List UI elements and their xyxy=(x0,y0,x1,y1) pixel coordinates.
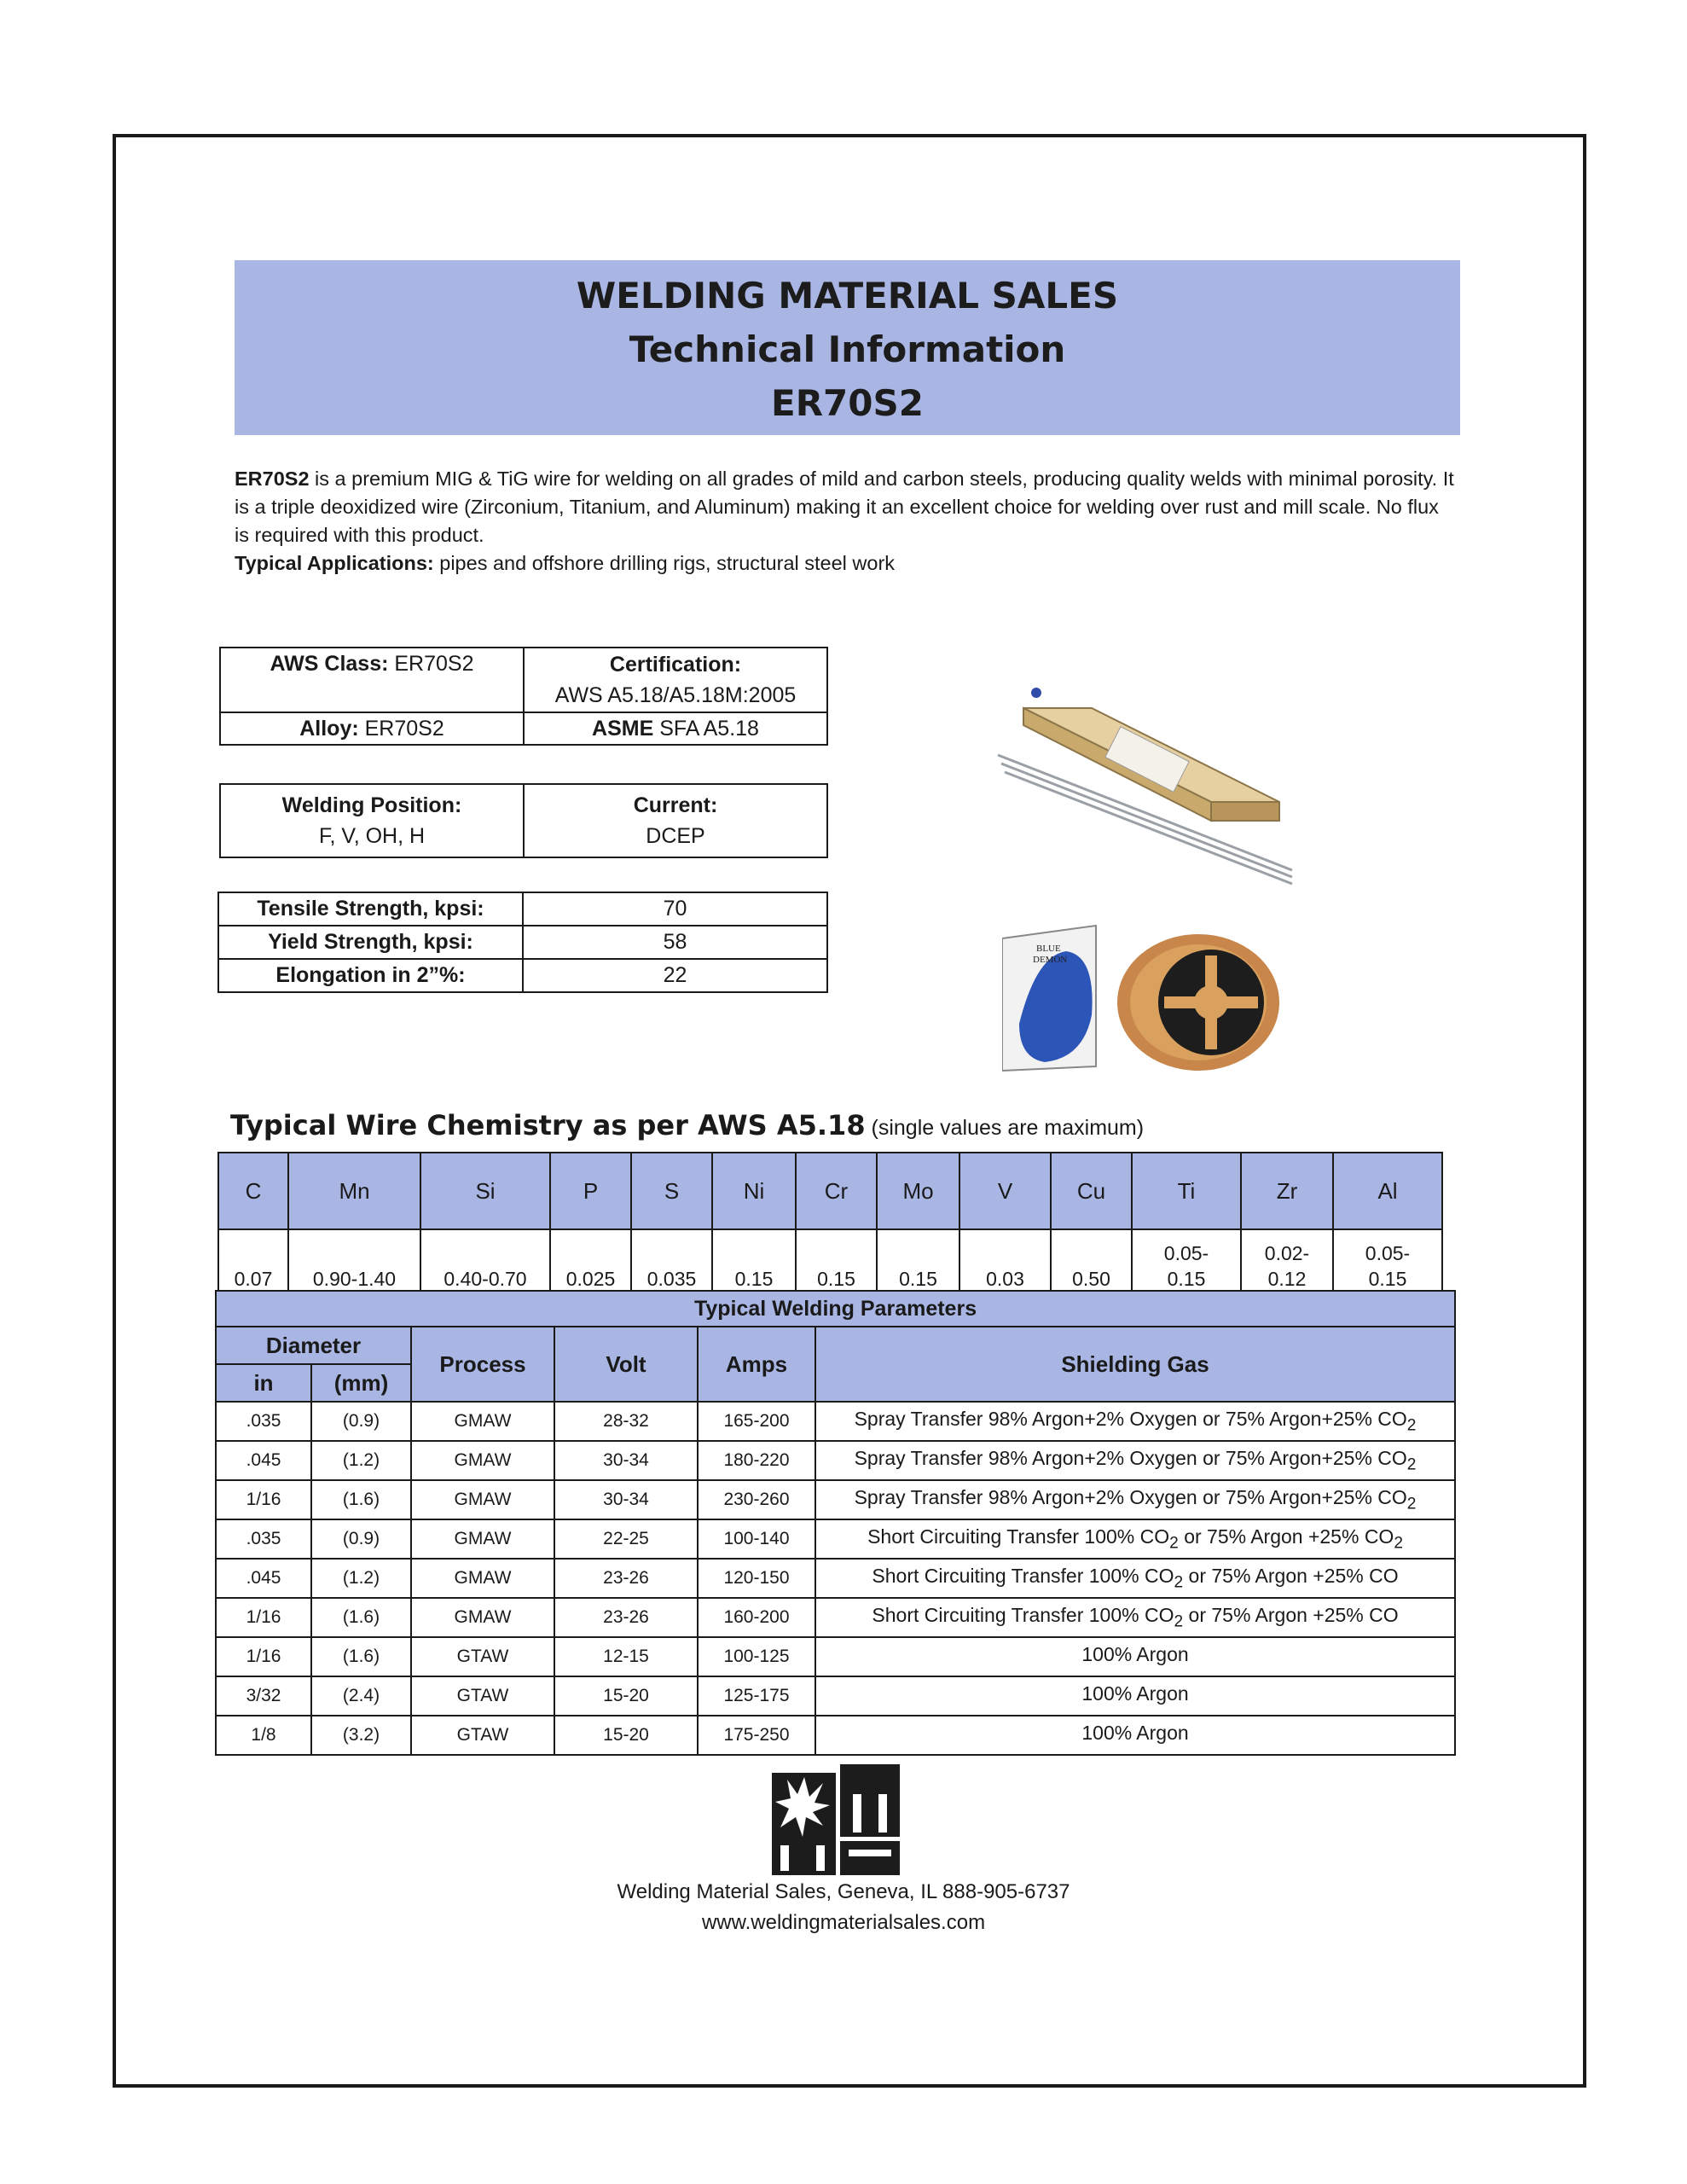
chemistry-note: (single values are maximum) xyxy=(865,1116,1145,1140)
volt: 22-25 xyxy=(554,1519,698,1559)
amps: 160-200 xyxy=(698,1598,815,1637)
diameter-mm: (1.6) xyxy=(311,1598,411,1637)
element-header: Si xyxy=(420,1153,550,1229)
document-title: Technical Information xyxy=(629,328,1066,370)
parameters-title: Typical Welding Parameters xyxy=(216,1291,1455,1327)
shielding-gas: 100% Argon xyxy=(815,1637,1455,1676)
process: GMAW xyxy=(411,1559,554,1598)
welding-parameters-table xyxy=(215,1290,1456,1756)
process: GTAW xyxy=(411,1676,554,1716)
chemistry-header-row xyxy=(218,1153,1442,1229)
diameter-mm: (1.6) xyxy=(311,1480,411,1519)
certification-value: AWS A5.18/A5.18M:2005 xyxy=(554,683,797,707)
element-value: 0.025 xyxy=(550,1229,631,1294)
spool-box-label-2: DEMON xyxy=(1033,955,1068,965)
process: GMAW xyxy=(411,1441,554,1480)
chemistry-table xyxy=(217,1152,1443,1295)
process: GMAW xyxy=(411,1480,554,1519)
table-row xyxy=(216,1559,1455,1598)
certification-label: Certification: xyxy=(609,653,742,677)
product-title: ER70S2 xyxy=(771,382,924,424)
diameter-in: .045 xyxy=(216,1441,311,1480)
element-value: 0.40-0.70 xyxy=(420,1229,550,1294)
volt-header: Volt xyxy=(554,1327,698,1402)
element-value: 0.50 xyxy=(1051,1229,1132,1294)
process-header: Process xyxy=(411,1327,554,1402)
table-row xyxy=(216,1480,1455,1519)
element-header: S xyxy=(631,1153,712,1229)
element-value: 0.05- 0.15 xyxy=(1132,1229,1241,1294)
mechanical-row xyxy=(218,959,827,992)
amps: 100-125 xyxy=(698,1637,815,1676)
position-current-table xyxy=(219,783,828,858)
spool-box-label-1: BLUE xyxy=(1036,944,1061,954)
chemistry-title xyxy=(230,1109,1144,1141)
process: GMAW xyxy=(411,1402,554,1441)
description-paragraph xyxy=(235,465,1454,549)
amps: 175-250 xyxy=(698,1716,815,1755)
table-row xyxy=(216,1441,1455,1480)
table-row xyxy=(216,1716,1455,1755)
diameter-mm: (2.4) xyxy=(311,1676,411,1716)
description-text: is a premium MIG & TiG wire for welding on all grades of mild and carbon steels, producing quality welds with minimal porosity. It is a triple deoxidized wire (Zirconium, Titanium, and Aluminum) making it an excellent choice for welding over rust and mill scale. No flux is required with this product. xyxy=(235,468,1454,546)
amps: 125-175 xyxy=(698,1676,815,1716)
element-value: 0.07 xyxy=(218,1229,288,1294)
amps: 180-220 xyxy=(698,1441,815,1480)
parameters-title-row xyxy=(216,1291,1455,1327)
volt: 28-32 xyxy=(554,1402,698,1441)
volt: 12-15 xyxy=(554,1637,698,1676)
current-label: Current: xyxy=(633,793,718,817)
alloy-cell xyxy=(220,712,524,745)
element-value: 0.03 xyxy=(959,1229,1051,1294)
volt: 15-20 xyxy=(554,1676,698,1716)
volt: 15-20 xyxy=(554,1716,698,1755)
footer xyxy=(0,1877,1687,1938)
mm-header: (mm) xyxy=(311,1364,411,1402)
element-header: Mo xyxy=(877,1153,959,1229)
wms-logo xyxy=(772,1764,917,1875)
element-value: 0.05- 0.15 xyxy=(1333,1229,1442,1294)
diameter-mm: (1.2) xyxy=(311,1441,411,1480)
applications-line xyxy=(235,549,1454,578)
alloy-label: Alloy: xyxy=(299,717,359,741)
amps: 230-260 xyxy=(698,1480,815,1519)
element-header: C xyxy=(218,1153,288,1229)
tensile-value: 70 xyxy=(523,892,827,926)
diameter-in: 1/16 xyxy=(216,1598,311,1637)
diameter-in: 3/32 xyxy=(216,1676,311,1716)
elongation-label: Elongation in 2”%: xyxy=(218,959,523,992)
chemistry-values-row xyxy=(218,1229,1442,1294)
shielding-gas: Spray Transfer 98% Argon+2% Oxygen or 75% Argon+25% $CO_2$ xyxy=(815,1402,1455,1441)
company-title: WELDING MATERIAL SALES xyxy=(576,275,1119,317)
current-value: DCEP xyxy=(646,824,705,848)
in-header: in xyxy=(216,1364,311,1402)
process: GMAW xyxy=(411,1598,554,1637)
footer-address: Welding Material Sales, Geneva, IL 888-905-6737 xyxy=(617,1880,1070,1903)
asme-cell xyxy=(524,712,827,745)
wire-spool-image xyxy=(1002,921,1292,1075)
volt: 30-34 xyxy=(554,1480,698,1519)
element-header: Cu xyxy=(1051,1153,1132,1229)
shielding-gas: Short Circuiting Transfer 100% $CO_2$ or 75% Argon +25% CO xyxy=(815,1598,1455,1637)
yield-label: Yield Strength, kpsi: xyxy=(218,926,523,959)
asme-label: ASME xyxy=(592,717,654,741)
element-header: Mn xyxy=(288,1153,420,1229)
table-row xyxy=(216,1637,1455,1676)
diameter-in: 1/8 xyxy=(216,1716,311,1755)
mechanical-properties-table xyxy=(217,892,828,993)
shielding-gas: 100% Argon xyxy=(815,1716,1455,1755)
volt: 23-26 xyxy=(554,1559,698,1598)
shielding-gas: Short Circuiting Transfer 100% $CO_2$ or 75% Argon +25% $CO_2$ xyxy=(815,1519,1455,1559)
alloy-value: ER70S2 xyxy=(358,717,444,741)
diameter-in: 1/16 xyxy=(216,1637,311,1676)
certification-cell xyxy=(524,648,827,712)
volt: 30-34 xyxy=(554,1441,698,1480)
shielding-gas: Spray Transfer 98% Argon+2% Oxygen or 75% Argon+25% $CO_2$ xyxy=(815,1441,1455,1480)
process: GMAW xyxy=(411,1519,554,1559)
aws-class-value: ER70S2 xyxy=(388,652,474,676)
welding-position-label: Welding Position: xyxy=(281,793,462,817)
shielding-gas: Short Circuiting Transfer 100% $CO_2$ or 75% Argon +25% CO xyxy=(815,1559,1455,1598)
diameter-mm: (3.2) xyxy=(311,1716,411,1755)
shielding-gas-header: Shielding Gas xyxy=(815,1327,1455,1402)
header-banner xyxy=(235,260,1460,435)
element-header: Cr xyxy=(796,1153,877,1229)
amps-header: Amps xyxy=(698,1327,815,1402)
elongation-value: 22 xyxy=(523,959,827,992)
diameter-mm: (1.6) xyxy=(311,1637,411,1676)
element-value: 0.035 xyxy=(631,1229,712,1294)
element-header: P xyxy=(550,1153,631,1229)
shielding-gas: Spray Transfer 98% Argon+2% Oxygen or 75% Argon+25% $CO_2$ xyxy=(815,1480,1455,1519)
spec-row xyxy=(220,712,827,745)
applications-label: Typical Applications: xyxy=(235,552,434,574)
process: GTAW xyxy=(411,1637,554,1676)
diameter-in: .045 xyxy=(216,1559,311,1598)
aws-class-label: AWS Class: xyxy=(270,652,389,676)
mechanical-row xyxy=(218,892,827,926)
amps: 120-150 xyxy=(698,1559,815,1598)
element-header: Ti xyxy=(1132,1153,1241,1229)
element-header: V xyxy=(959,1153,1051,1229)
description-product-name: ER70S2 xyxy=(235,468,310,490)
mechanical-row xyxy=(218,926,827,959)
diameter-in: 1/16 xyxy=(216,1480,311,1519)
process: GTAW xyxy=(411,1716,554,1755)
diameter-header: Diameter xyxy=(216,1327,411,1364)
table-row xyxy=(216,1519,1455,1559)
aws-class-cell xyxy=(220,648,524,712)
applications-value: pipes and offshore drilling rigs, structural steel work xyxy=(433,552,896,574)
spec-row xyxy=(220,784,827,857)
element-value: 0.15 xyxy=(877,1229,959,1294)
chemistry-title-text: Typical Wire Chemistry as per AWS A5.18 xyxy=(230,1109,866,1141)
element-header: Ni xyxy=(712,1153,796,1229)
current-cell xyxy=(524,784,827,857)
yield-value: 58 xyxy=(523,926,827,959)
volt: 23-26 xyxy=(554,1598,698,1637)
footer-website: www.weldingmaterialsales.com xyxy=(701,1911,986,1934)
element-value: 0.90-1.40 xyxy=(288,1229,420,1294)
table-row xyxy=(216,1598,1455,1637)
welding-position-value: F, V, OH, H xyxy=(318,824,426,848)
table-row xyxy=(216,1402,1455,1441)
spec-row xyxy=(220,648,827,712)
welding-position-cell xyxy=(220,784,524,857)
asme-value: SFA A5.18 xyxy=(653,717,759,741)
tensile-label: Tensile Strength, kpsi: xyxy=(218,892,523,926)
diameter-mm: (0.9) xyxy=(311,1402,411,1441)
table-row xyxy=(216,1676,1455,1716)
diameter-in: .035 xyxy=(216,1519,311,1559)
element-header: Zr xyxy=(1241,1153,1333,1229)
element-value: 0.15 xyxy=(712,1229,796,1294)
class-certification-table xyxy=(219,647,828,746)
amps: 165-200 xyxy=(698,1402,815,1441)
product-description xyxy=(235,465,1454,578)
rod-box-image xyxy=(989,674,1301,887)
parameters-header-row xyxy=(216,1327,1455,1364)
element-header: Al xyxy=(1333,1153,1442,1229)
element-value: 0.02- 0.12 xyxy=(1241,1229,1333,1294)
diameter-in: .035 xyxy=(216,1402,311,1441)
amps: 100-140 xyxy=(698,1519,815,1559)
element-value: 0.15 xyxy=(796,1229,877,1294)
diameter-mm: (1.2) xyxy=(311,1559,411,1598)
diameter-mm: (0.9) xyxy=(311,1519,411,1559)
shielding-gas: 100% Argon xyxy=(815,1676,1455,1716)
